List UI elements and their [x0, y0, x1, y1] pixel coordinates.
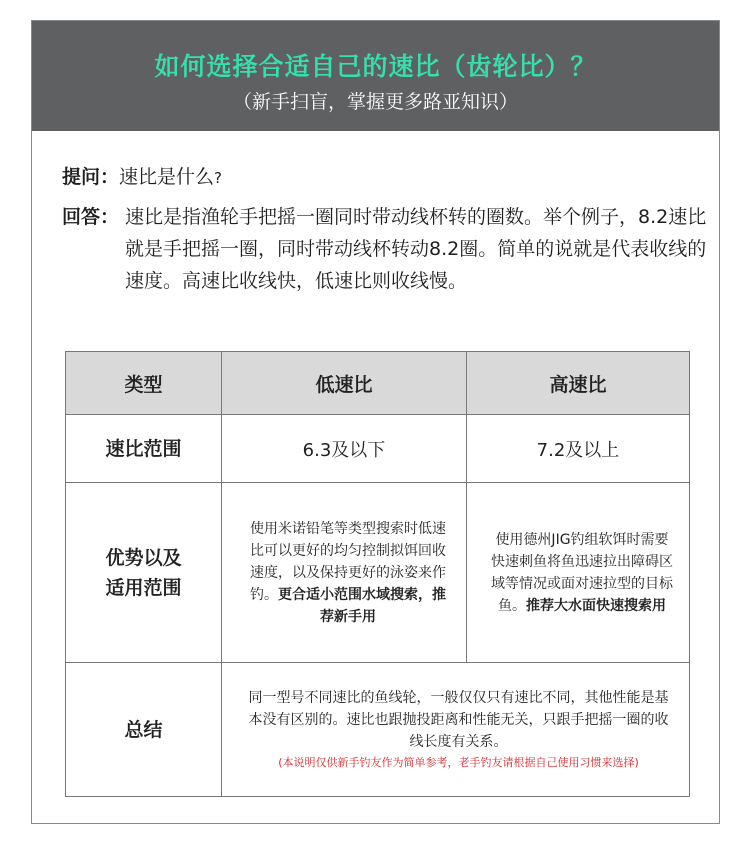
high-desc-text: 使用德州JIG钓组软饵时需要快速刺鱼将鱼迅速拉出障碍区域等情况或面对速拉型的目标鱼。 [491, 531, 673, 614]
answer-key: 回答： [62, 206, 120, 228]
summary-note: (本说明仅供新手钓友作为简单参考，老手钓友请根据自己使用习惯来选择) [278, 755, 639, 769]
question-key: 提问： [62, 166, 120, 188]
low-desc-bold: 更合适小范围水域搜索，推荐新手用 [278, 586, 446, 625]
summary-text: 同一型号不同速比的鱼线轮，一般仅仅只有速比不同，其他性能是基本没有区别的。速比也跟抛投距离和性能无关，只跟手把摇一圈的收线长度有关系。 [248, 689, 669, 750]
high-description [467, 483, 690, 663]
high-desc-bold: 推荐大水面快速搜索用 [526, 597, 666, 614]
low-desc-text: 使用米诺铅笔等类型搜索时低速比可以更好的均匀控制拟饵回收速度，以及保持更好的泳姿来作钓。 [250, 520, 446, 603]
range-high: 7.2及以上 [467, 415, 690, 483]
header-type: 类型 [66, 352, 222, 415]
question-mark: ? [214, 169, 222, 187]
table-row [66, 663, 690, 797]
advantage-label [66, 483, 222, 663]
content-card [31, 20, 720, 824]
table-row [66, 415, 690, 483]
page-subtitle: （新手扫盲，掌握更多路亚知识） [232, 91, 518, 113]
header-banner [32, 21, 719, 131]
range-label: 速比范围 [66, 415, 222, 483]
summary-label: 总结 [66, 663, 222, 797]
page-title: 如何选择合适自己的速比（齿轮比）？ [154, 52, 597, 81]
range-low: 6.3及以下 [222, 415, 467, 483]
answer-text: 速比是指渔轮手把摇一圈同时带动线杯转的圈数。举个例子，8.2速比就是手把摇一圈，同时带动线杯转动8.2圈。简单的说就是代表收线的速度。高速比收线快，低速比则收线慢。 [125, 206, 707, 292]
gear-ratio-table [65, 351, 690, 797]
table-row [66, 483, 690, 663]
header-low: 低速比 [222, 352, 467, 415]
question-line [62, 161, 702, 194]
low-description [222, 483, 467, 663]
summary-cell [222, 663, 690, 797]
question-text: 速比是什么 [119, 166, 215, 188]
advantage-label-line-2: 适用范围 [105, 576, 182, 599]
header-high: 高速比 [467, 352, 690, 415]
advantage-label-line-1: 优势以及 [105, 546, 182, 569]
table-header-row [66, 352, 690, 415]
